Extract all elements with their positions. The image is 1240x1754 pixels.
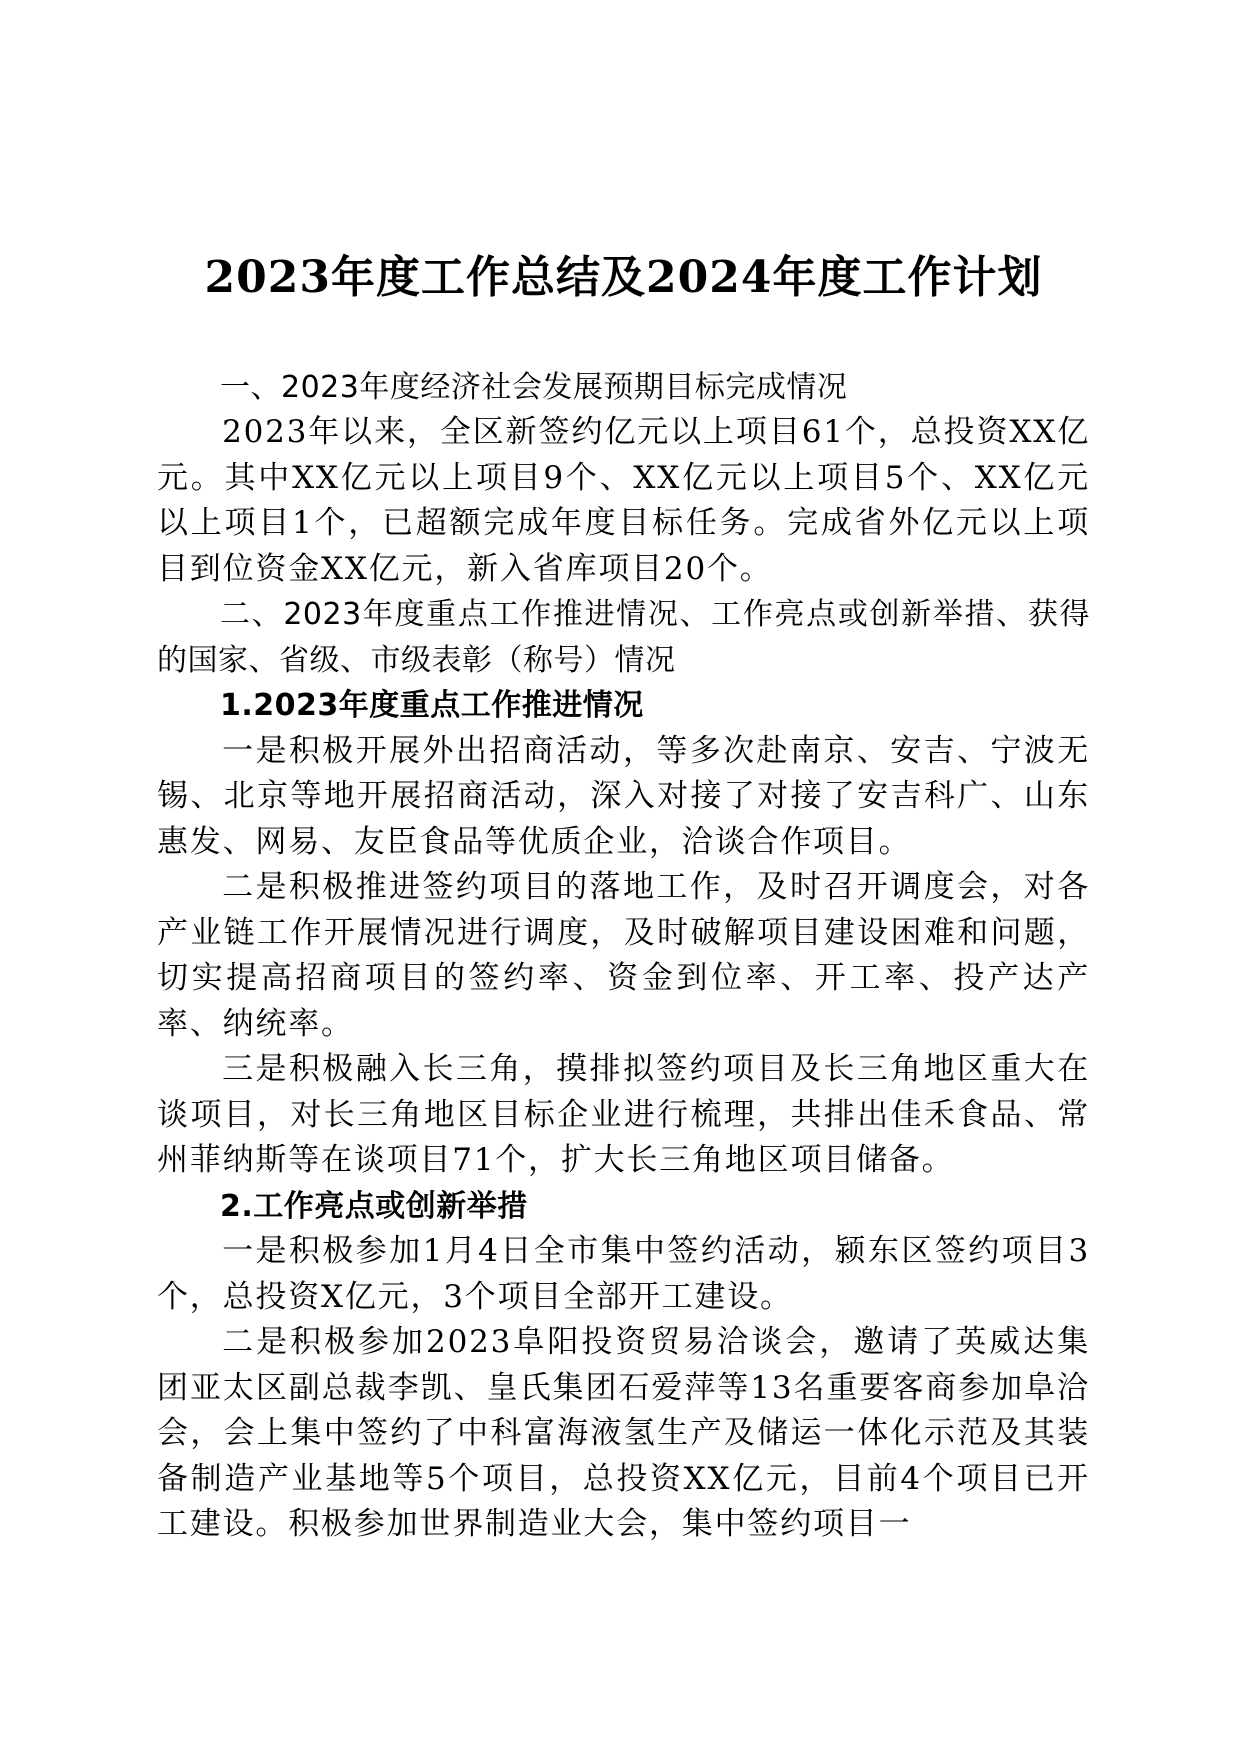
document-title: 2023年度工作总结及2024年度工作计划 — [204, 252, 1043, 303]
section-heading: 一、2023年度经济社会发展预期目标完成情况 — [220, 369, 848, 405]
subsection-heading: 2.工作亮点或创新举措 — [220, 1188, 528, 1224]
body-paragraph: 二是积极参加2023阜阳投资贸易洽谈会，邀请了英威达集团亚太区副总裁李凯、皇氏集团石爱萍等13名重要客商参加阜洽会，会上集中签约了中科富海液氢生产及储运一体化示范及其装备制造产业基地等5个项目，总投资XX亿元，目前4个项目已开工建设。积极参加世界制造业大会，集中签约项目一 — [157, 1324, 1090, 1543]
document-body — [157, 365, 1090, 1548]
body-paragraph: 一是积极开展外出招商活动，等多次赴南京、安吉、宁波无锡、北京等地开展招商活动，深入对接了对接了安吉科广、山东惠发、网易、友臣食品等优质企业，洽谈合作项目。 — [157, 732, 1090, 860]
body-paragraph: 一是积极参加1月4日全市集中签约活动，颍东区签约项目3个，总投资X亿元，3个项目全部开工建设。 — [157, 1233, 1090, 1315]
subsection-heading: 1.2023年度重点工作推进情况 — [220, 688, 644, 724]
body-paragraph: 2023年以来，全区新签约亿元以上项目61个，总投资XX亿元。其中XX亿元以上项目9个、XX亿元以上项目5个、XX亿元以上项目1个，已超额完成年度目标任务。完成省外亿元以上项目到位资金XX亿元，新入省库项目20个。 — [157, 414, 1090, 587]
body-paragraph: 二是积极推进签约项目的落地工作，及时召开调度会，对各产业链工作开展情况进行调度，及时破解项目建设困难和问题，切实提高招商项目的签约率、资金到位率、开工率、投产达产率、纳统率。 — [157, 869, 1090, 1042]
section-heading: 二、2023年度重点工作推进情况、工作亮点或创新举措、获得的国家、省级、市级表彰（称号）情况 — [157, 597, 1090, 678]
body-paragraph: 三是积极融入长三角，摸排拟签约项目及长三角地区重大在谈项目，对长三角地区目标企业进行梳理，共排出佳禾食品、常州菲纳斯等在谈项目71个，扩大长三角地区项目储备。 — [157, 1051, 1090, 1179]
